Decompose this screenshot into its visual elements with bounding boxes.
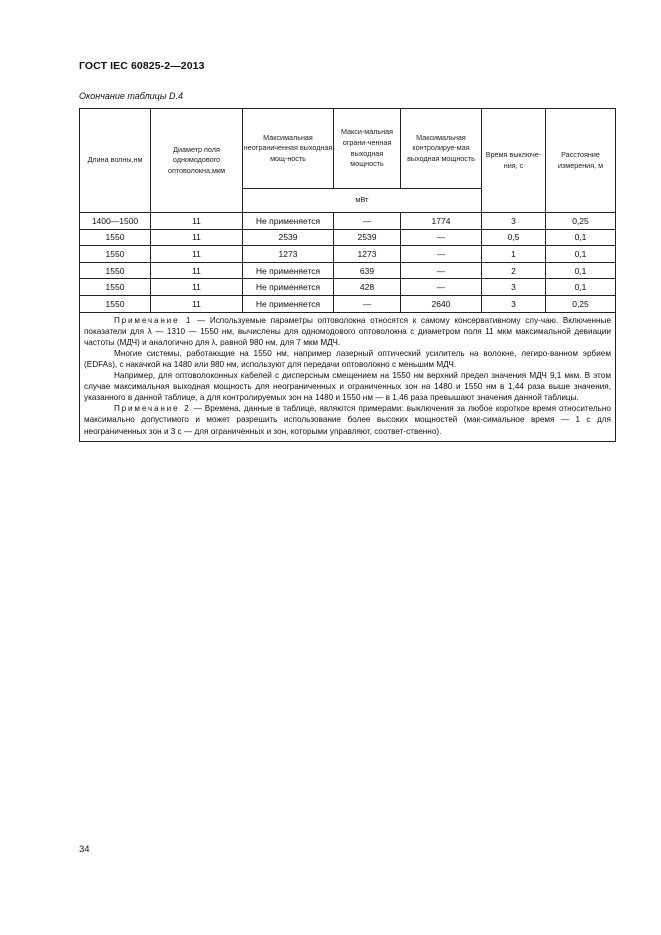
- table-cell: 3: [482, 213, 546, 230]
- note-paragraph-2: Многие системы, работающие на 1550 нм, например лазерный оптический усилитель на волокне, легиро-ванном эрбием (EDFAs), с накачкой на 1480 или 980 нм, используют для передачи оптоволокно с меньшим МДЧ.: [84, 348, 611, 369]
- table-row: [80, 295, 616, 312]
- table-header-row: [80, 109, 616, 189]
- notes-row: [80, 312, 616, 441]
- table-cell: 2: [482, 262, 546, 279]
- table-caption: Окончание таблицы D.4: [79, 91, 183, 101]
- table-row: [80, 262, 616, 279]
- header-mode-field-diameter: Диаметр поля одномодового оптоволокна,мкм: [151, 109, 243, 213]
- table-cell: Не применяется: [243, 279, 334, 296]
- table-cell: 2640: [401, 295, 482, 312]
- table-cell: 428: [334, 279, 401, 296]
- table-cell: 639: [334, 262, 401, 279]
- table-cell: 1273: [243, 246, 334, 263]
- unit-label: мВт: [243, 189, 482, 213]
- table-cell: 11: [151, 229, 243, 246]
- table-cell: 0,1: [546, 246, 616, 263]
- table-cell: Не применяется: [243, 262, 334, 279]
- note-1: [84, 315, 611, 348]
- table-row: [80, 229, 616, 246]
- header-wavelength: Длина волны,нм: [80, 109, 151, 213]
- table-cell: 1400—1500: [80, 213, 151, 230]
- table-cell: 3: [482, 279, 546, 296]
- table-cell: 11: [151, 262, 243, 279]
- header-max-restricted-power: Макси-мальная ограни-ченная выходная мощность: [334, 109, 401, 189]
- table-cell: Не применяется: [243, 295, 334, 312]
- note-paragraph-3: Например, для оптоволоконных кабелей с дисперсным смещением на 1550 нм верхний предел значения МДЧ 9,1 мкм. В этом случае максимальная выходная мощность для неограниченных и ограниченных зон на 1480 и 1550 нм в 1,44 раза выше значения, указанного в данной таблице, а для контролируемых зон на 1480 и 1550 нм — в 1,46 раза превышают значения данной таблицы.: [84, 371, 611, 403]
- table-cell: 2539: [243, 229, 334, 246]
- table-row: [80, 246, 616, 263]
- table-row: [80, 279, 616, 296]
- table-cell: 1774: [401, 213, 482, 230]
- note-1-label: Примечание 1: [114, 315, 193, 325]
- table-cell: 0,1: [546, 279, 616, 296]
- table-cell: 3: [482, 295, 546, 312]
- table-cell: 11: [151, 279, 243, 296]
- table-cell: —: [334, 295, 401, 312]
- notes-cell: [80, 312, 616, 441]
- table-cell: 11: [151, 213, 243, 230]
- table-cell: 0,1: [546, 229, 616, 246]
- table-cell: Не применяется: [243, 213, 334, 230]
- document-header: ГОСТ IEC 60825-2—2013: [79, 60, 205, 72]
- table-cell: 0,25: [546, 295, 616, 312]
- table-cell: 1550: [80, 229, 151, 246]
- table-cell: —: [401, 262, 482, 279]
- table-cell: 1273: [334, 246, 401, 263]
- table-row: [80, 213, 616, 230]
- table-cell: —: [401, 246, 482, 263]
- note-1-text: — Используемые параметры оптоволокна относятся к самому консервативному слу-чаю. Включенные показатели для λ — 1310 — 1550 нм, вычислены для одномодового оптоволокна с диаметром поля 11 мкм максимальной девиации частоты (МДЧ) и аналогично для λ, равной 980 нм, для 7 мкм МДЧ.: [84, 315, 611, 347]
- table-cell: 1550: [80, 295, 151, 312]
- table-cell: —: [401, 279, 482, 296]
- table-cell: —: [401, 229, 482, 246]
- table-cell: 1550: [80, 279, 151, 296]
- table-cell: 11: [151, 246, 243, 263]
- table-cell: 0,5: [482, 229, 546, 246]
- table-body: [80, 213, 616, 313]
- note-2-label: Примечание 2: [114, 404, 191, 414]
- header-measurement-distance: Расстояние измерения, м: [546, 109, 616, 213]
- table-cell: 11: [151, 295, 243, 312]
- note-2: [84, 403, 611, 436]
- table-cell: 1550: [80, 262, 151, 279]
- table-cell: —: [334, 213, 401, 230]
- table-cell: 1: [482, 246, 546, 263]
- page-number: 34: [79, 844, 90, 855]
- header-shutdown-time: Время выключе-ния, с: [482, 109, 546, 213]
- note-2-text: — Времена, данные в таблице, являются примерами: выключения за любое короткое время относительно максимально допустимого и может разрешить использование более высоких мощностей (мак-симальное время — 1 с для неограниченных зон и 3 с — для ограниченных и зон, которыми управляют, соответ-ственно).: [84, 404, 611, 436]
- table-cell: 0,25: [546, 213, 616, 230]
- table-cell: 1550: [80, 246, 151, 263]
- header-max-controlled-power: Максимальная контролируе-мая выходная мощность: [401, 109, 482, 189]
- data-table: [79, 108, 616, 442]
- table-cell: 2539: [334, 229, 401, 246]
- header-max-unrestricted-power: Максимальная неограниченная выходная мощ-ность: [243, 109, 334, 189]
- table-cell: 0,1: [546, 262, 616, 279]
